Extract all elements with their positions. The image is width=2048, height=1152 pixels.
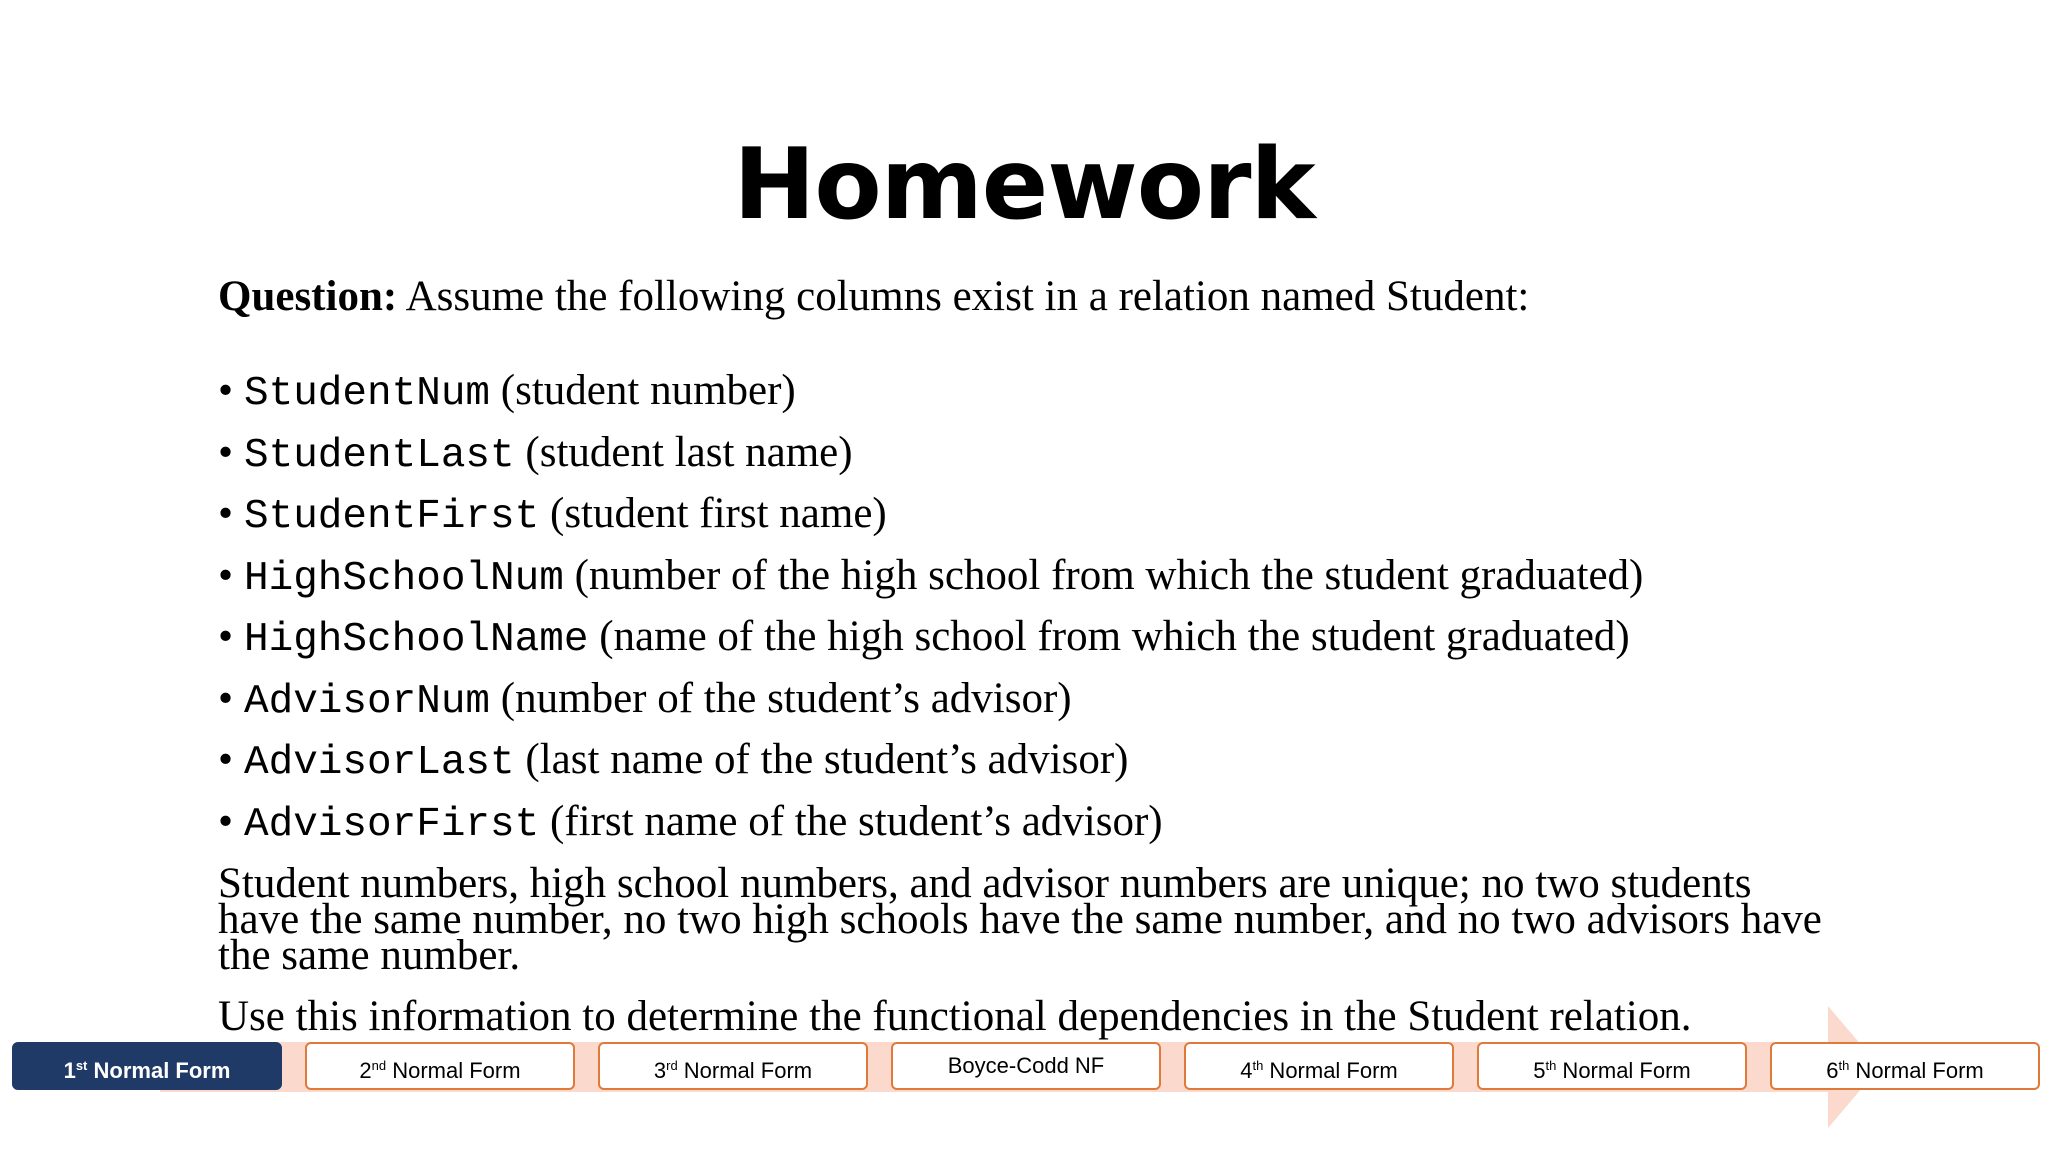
column-description: (number of the high school from which the student graduated) xyxy=(563,551,1644,599)
column-name: StudentLast xyxy=(244,432,515,479)
column-name: AdvisorFirst xyxy=(244,801,540,848)
bullet-icon: • xyxy=(218,736,234,783)
tab-ordinal: nd xyxy=(371,1058,387,1073)
tab-number: 4 xyxy=(1240,1058,1253,1083)
tab-ordinal: th xyxy=(1545,1058,1557,1073)
tab-number: 3 xyxy=(653,1058,667,1083)
column-name: HighSchoolNum xyxy=(244,555,564,602)
tab-5th-normal-form[interactable] xyxy=(1477,1042,1747,1090)
bullet-icon: • xyxy=(218,797,234,845)
normal-form-nav xyxy=(12,1042,2042,1090)
tab-label: Normal Form xyxy=(1556,1058,1691,1083)
tab-4th-normal-form[interactable] xyxy=(1184,1042,1454,1090)
tab-label: Normal Form xyxy=(386,1058,521,1083)
question-label: Question: xyxy=(218,273,398,320)
tab-label: Boyce-Codd NF xyxy=(947,1053,1105,1078)
tab-3rd-normal-form[interactable] xyxy=(598,1042,868,1090)
bullet-icon: • xyxy=(218,428,234,476)
tab-label: Normal Form xyxy=(1849,1058,1984,1083)
bullet-icon: • xyxy=(218,490,234,537)
tab-label: Normal Form xyxy=(1263,1058,1398,1083)
column-name: AdvisorLast xyxy=(244,740,515,786)
list-item xyxy=(218,362,1643,424)
list-item xyxy=(218,424,1643,486)
column-description: (student last name) xyxy=(514,428,853,476)
list-item xyxy=(218,793,1643,855)
tab-label: Normal Form xyxy=(677,1058,813,1083)
tab-ordinal: th xyxy=(1838,1058,1850,1073)
question-line xyxy=(218,270,1529,324)
tab-number: 1 xyxy=(63,1058,76,1083)
slide-title: Homework xyxy=(733,128,1315,242)
bullet-icon: • xyxy=(218,551,234,599)
tab-number: 5 xyxy=(1533,1058,1546,1083)
tab-number: 6 xyxy=(1826,1058,1839,1083)
tab-1st-normal-form[interactable] xyxy=(12,1042,282,1090)
tab-ordinal: st xyxy=(75,1058,88,1073)
tab-ordinal: th xyxy=(1252,1058,1264,1073)
list-item xyxy=(218,485,1643,547)
bullet-icon: • xyxy=(218,674,234,722)
list-item xyxy=(218,670,1643,732)
list-item xyxy=(218,547,1643,609)
instruction-paragraph: Use this information to determine the functional dependencies in the Student relation. xyxy=(218,993,1692,1040)
tab-2nd-normal-form[interactable] xyxy=(305,1042,575,1090)
uniqueness-paragraph: Student numbers, high school numbers, and advisor numbers are unique; no two students have the same number, no two high schools have the same number, and no two advisors have the same number. xyxy=(218,860,1822,979)
column-description: (first name of the student’s advisor) xyxy=(539,797,1163,845)
column-name: AdvisorNum xyxy=(244,678,491,725)
column-description: (name of the high school from which the student graduated) xyxy=(588,613,1630,660)
column-name: StudentNum xyxy=(244,371,491,417)
column-description: (last name of the student’s advisor) xyxy=(514,736,1129,783)
tab-ordinal: rd xyxy=(666,1058,678,1073)
column-description: (student number) xyxy=(490,367,796,414)
tab-6th-normal-form[interactable] xyxy=(1770,1042,2040,1090)
tab-label: Normal Form xyxy=(87,1058,231,1083)
bullet-icon: • xyxy=(218,367,234,414)
column-description: (number of the student’s advisor) xyxy=(490,674,1072,722)
column-name: HighSchoolName xyxy=(244,617,589,663)
tab-number: 2 xyxy=(359,1058,372,1083)
question-text: Assume the following columns exist in a relation named Student: xyxy=(397,273,1530,320)
column-list xyxy=(218,362,1643,854)
bullet-icon: • xyxy=(218,613,234,660)
list-item xyxy=(218,731,1643,793)
column-name: StudentFirst xyxy=(244,494,540,540)
column-description: (student first name) xyxy=(539,490,887,537)
tab-boyce-codd-nf[interactable] xyxy=(891,1042,1161,1090)
list-item xyxy=(218,608,1643,670)
